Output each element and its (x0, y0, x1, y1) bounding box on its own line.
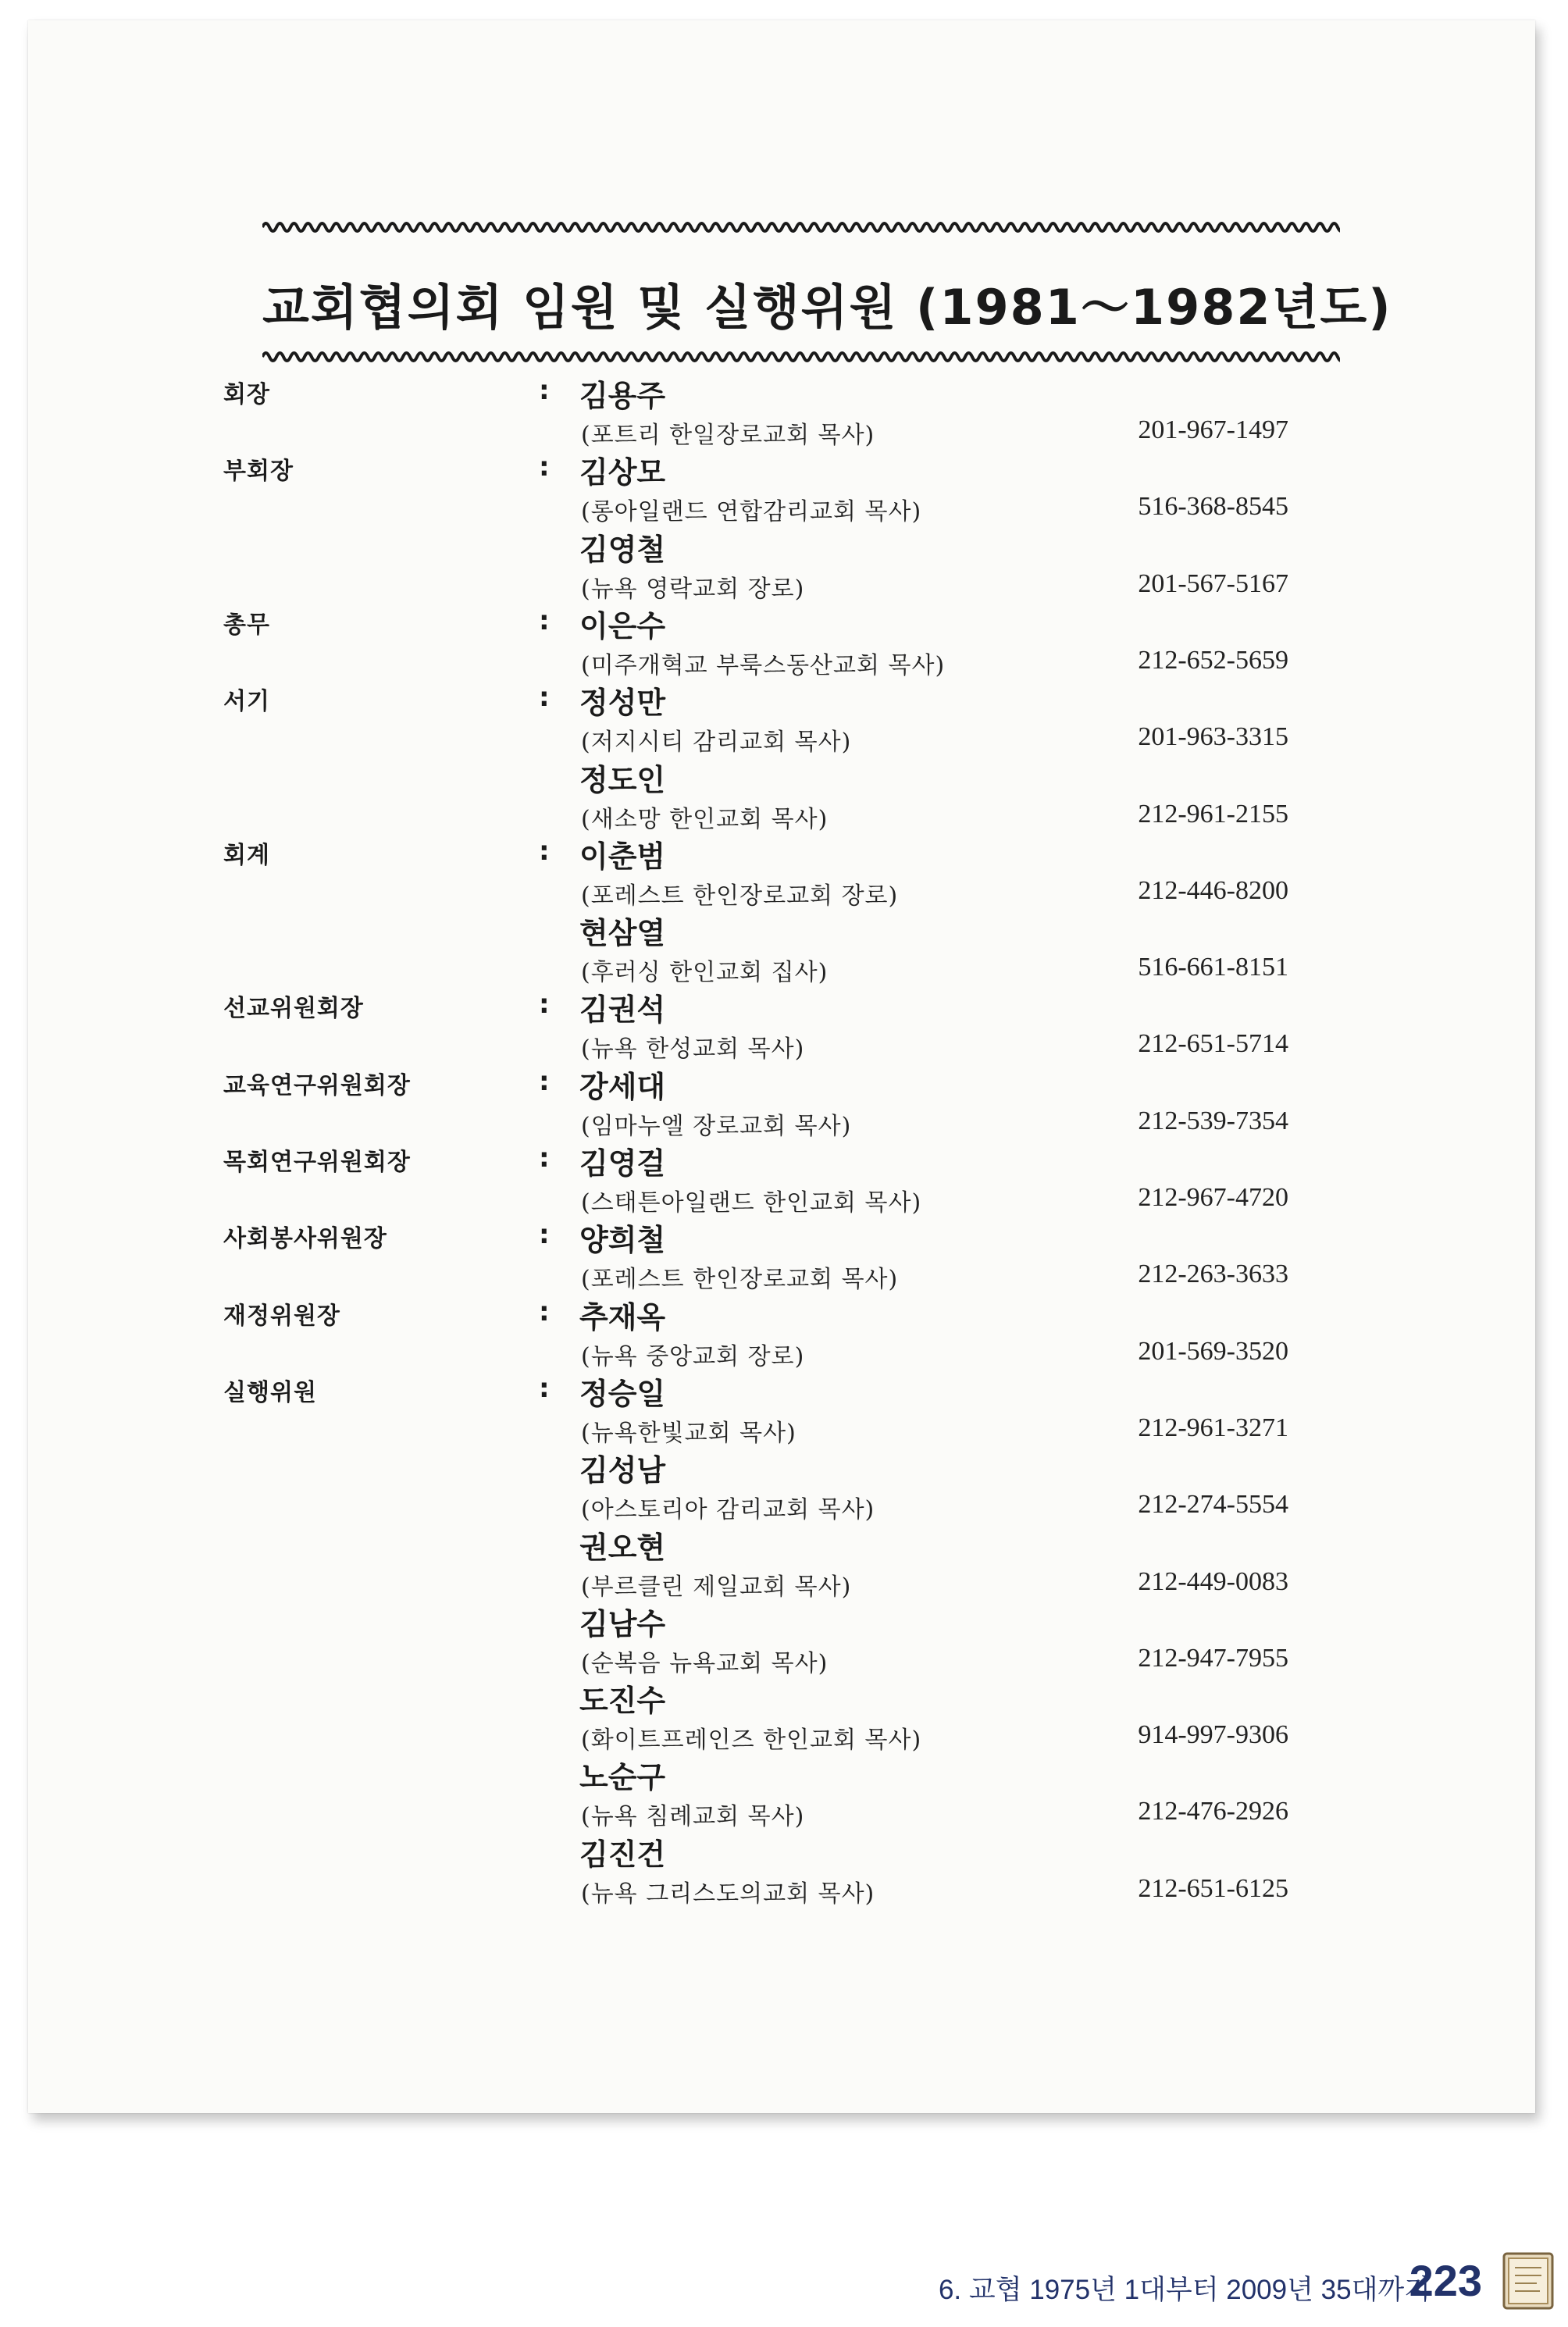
officer-row (28, 1142, 1535, 1221)
member-phone: 212-947-7955 (1138, 1643, 1288, 1673)
member-name: 추재옥 (579, 1299, 666, 1335)
officer-row (28, 1219, 1535, 1297)
officer-row (28, 1296, 1535, 1374)
role-colon: : (539, 1142, 550, 1174)
member-affiliation: (뉴욕 영락교회 장로) (581, 575, 805, 603)
role-colon: : (539, 1372, 550, 1404)
officer-row (28, 1449, 1535, 1527)
member-phone: 914-997-9306 (1138, 1720, 1288, 1750)
member-name: 김영철 (579, 532, 666, 567)
officer-row (28, 529, 1535, 607)
member-affiliation: (후러싱 한인교회 집사) (581, 959, 829, 987)
member-name: 김영걸 (579, 1146, 666, 1181)
member-name: 이춘범 (579, 839, 666, 874)
member-phone: 212-446-8200 (1138, 875, 1288, 905)
member-name: 이은수 (579, 608, 666, 643)
member-phone: 201-569-3520 (1138, 1336, 1288, 1366)
member-affiliation: (화이트프레인즈 한인교회 목사) (581, 1727, 922, 1755)
member-phone: 516-368-8545 (1138, 492, 1288, 522)
member-name: 김상모 (579, 455, 666, 490)
member-name: 권오현 (579, 1530, 666, 1565)
officer-row (28, 989, 1535, 1067)
officer-row (28, 1833, 1535, 1912)
book-icon (1498, 2249, 1559, 2313)
member-phone: 212-539-7354 (1138, 1106, 1288, 1135)
member-affiliation: (순복음 뉴욕교회 목사) (581, 1649, 829, 1677)
member-affiliation: (저지시티 감리교회 목사) (581, 729, 852, 757)
member-phone: 201-967-1497 (1138, 415, 1288, 444)
role-label: 교육연구위원회장 (223, 1071, 411, 1099)
page-number: 223 (1409, 2256, 1482, 2305)
member-name: 정성만 (579, 686, 666, 721)
role-colon: : (539, 375, 550, 406)
page-title: 교회협의회 임원 및 실행위원 (1981～1982년도) (262, 279, 1392, 336)
footer-section-title: 6. 교협 1975년 1대부터 2009년 35대까지 (938, 2275, 1431, 2305)
member-affiliation: (롱아일랜드 연합감리교회 목사) (581, 498, 922, 526)
role-label: 부회장 (223, 458, 294, 486)
member-phone: 201-963-3315 (1138, 722, 1288, 752)
member-phone: 212-274-5554 (1138, 1490, 1288, 1520)
role-label: 실행위원 (223, 1378, 317, 1406)
member-name: 김진건 (579, 1837, 666, 1872)
officer-row (28, 1373, 1535, 1451)
member-phone: 212-961-2155 (1138, 799, 1288, 829)
bottom-wave-divider (262, 347, 1340, 367)
member-affiliation: (새소망 한인교회 목사) (581, 805, 829, 833)
member-affiliation: (포레스트 한인장로교회 장로) (581, 882, 899, 910)
officer-row (28, 836, 1535, 914)
member-affiliation: (부르클린 제일교회 목사) (581, 1573, 852, 1601)
member-affiliation: (스태튼아일랜드 한인교회 목사) (581, 1189, 922, 1217)
member-phone: 212-476-2926 (1138, 1797, 1288, 1826)
member-affiliation: (아스토리아 감리교회 목사) (581, 1496, 875, 1524)
officer-row (28, 682, 1535, 760)
member-affiliation: (뉴욕 그리스도의교회 목사) (581, 1880, 875, 1908)
officer-row (28, 912, 1535, 990)
officer-row (28, 759, 1535, 837)
member-name: 노순구 (579, 1760, 666, 1795)
member-phone: 212-651-5714 (1138, 1029, 1288, 1059)
member-phone: 516-661-8151 (1138, 953, 1288, 982)
member-name: 김남수 (579, 1606, 666, 1641)
officer-row (28, 375, 1535, 453)
member-affiliation: (임마누엘 장로교회 목사) (581, 1112, 852, 1140)
role-colon: : (539, 682, 550, 714)
member-name: 정도인 (579, 762, 666, 797)
top-wave-divider (262, 217, 1340, 237)
role-label: 서기 (223, 688, 270, 716)
member-phone: 212-961-3271 (1138, 1413, 1288, 1442)
member-phone: 212-263-3633 (1138, 1260, 1288, 1289)
role-label: 회계 (223, 841, 270, 869)
officer-row (28, 605, 1535, 683)
role-colon: : (539, 451, 550, 483)
role-label: 회장 (223, 381, 270, 408)
role-colon: : (539, 989, 550, 1021)
member-name: 양희철 (579, 1223, 666, 1258)
member-affiliation: (미주개혁교 부룩스동산교회 목사) (581, 651, 946, 679)
member-name: 도진수 (579, 1684, 666, 1719)
member-affiliation: (뉴욕한빛교회 목사) (581, 1419, 796, 1447)
member-phone: 212-967-4720 (1138, 1183, 1288, 1212)
scanned-page (28, 20, 1535, 2113)
role-label: 사회봉사위원장 (223, 1225, 387, 1253)
member-affiliation: (포레스트 한인장로교회 목사) (581, 1266, 899, 1294)
role-label: 총무 (223, 611, 270, 639)
officer-row (28, 451, 1535, 529)
member-name: 김성남 (579, 1453, 666, 1488)
member-phone: 212-651-6125 (1138, 1873, 1288, 1903)
role-colon: : (539, 1219, 550, 1251)
member-phone: 212-652-5659 (1138, 645, 1288, 675)
member-affiliation: (뉴욕 한성교회 목사) (581, 1035, 805, 1064)
member-name: 정승일 (579, 1376, 666, 1411)
role-label: 목회연구위원회장 (223, 1149, 411, 1176)
member-name: 김용주 (579, 379, 666, 413)
member-affiliation: (뉴욕 침례교회 목사) (581, 1803, 805, 1831)
role-colon: : (539, 1295, 550, 1327)
member-phone: 212-449-0083 (1138, 1566, 1288, 1596)
role-colon: : (539, 1065, 550, 1097)
role-colon: : (539, 835, 550, 867)
officer-row (28, 1603, 1535, 1681)
officer-row (28, 1680, 1535, 1758)
officer-row (28, 1066, 1535, 1144)
role-label: 선교위원회장 (223, 995, 364, 1023)
role-label: 재정위원장 (223, 1302, 340, 1330)
member-affiliation: (뉴욕 중앙교회 장로) (581, 1342, 805, 1370)
member-name: 김권석 (579, 992, 666, 1028)
member-name: 강세대 (579, 1069, 666, 1104)
officer-row (28, 1756, 1535, 1834)
member-phone: 201-567-5167 (1138, 568, 1288, 598)
officer-row (28, 1527, 1535, 1605)
member-name: 현삼열 (579, 916, 666, 951)
member-affiliation: (포트리 한일장로교회 목사) (581, 422, 875, 449)
role-colon: : (539, 604, 550, 636)
